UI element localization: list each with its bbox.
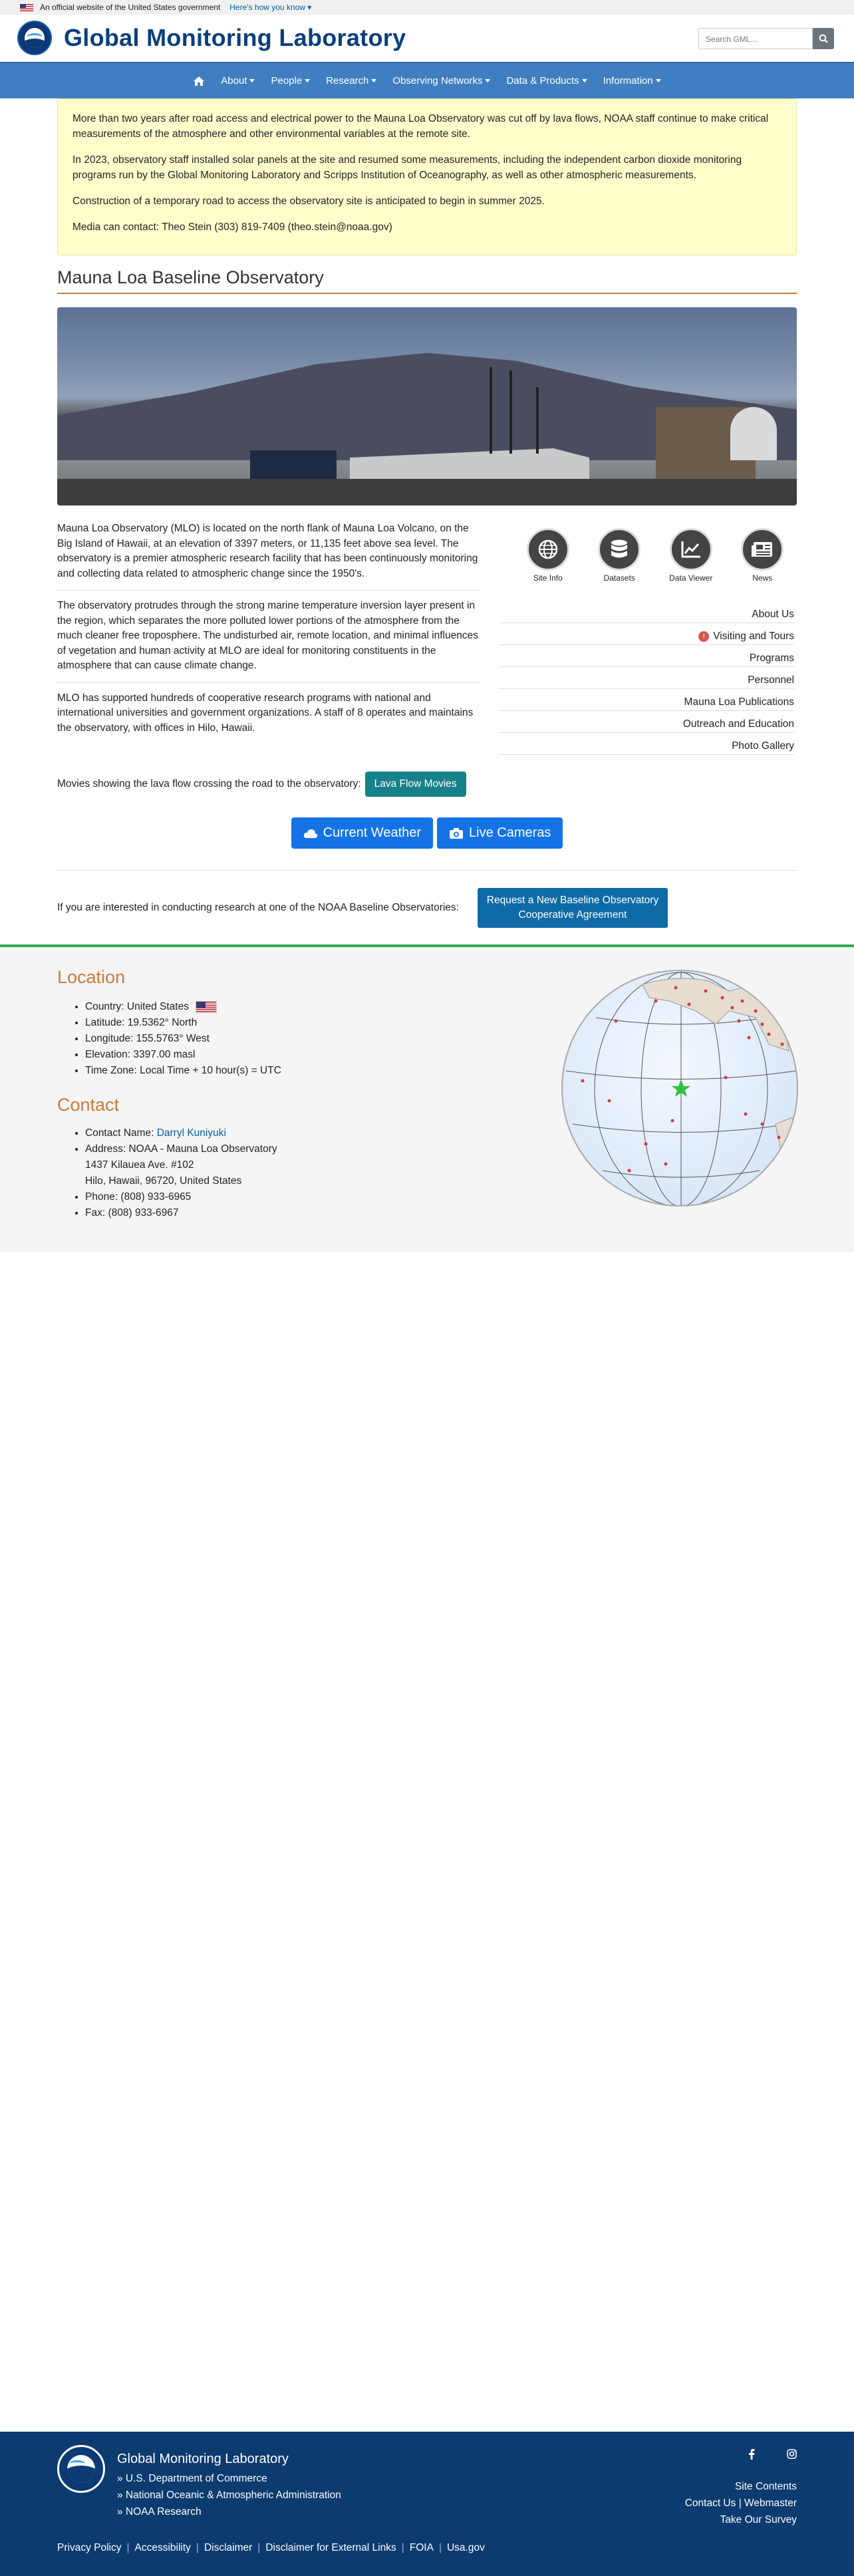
globe-map[interactable] <box>561 970 798 1207</box>
nav-about[interactable]: About <box>221 75 255 86</box>
accessibility-link[interactable]: Accessibility <box>134 2542 191 2553</box>
location-section <box>0 944 854 1252</box>
contact-name-item: • Contact Name: Darryl Kuniyuki <box>85 1125 277 1141</box>
footer-noaa-logo[interactable] <box>57 2445 105 2493</box>
longitude-item: • Longitude: 155.5763° West <box>85 1031 281 1047</box>
footer-bottom-links: Privacy Policy | Accessibility | Disclaimer | Disclaimer for External Links | FOIA | Usa.gov <box>57 2542 485 2553</box>
site-footer <box>0 2432 854 2576</box>
foia-link[interactable]: FOIA <box>409 2542 434 2553</box>
link-about-us[interactable]: About Us <box>499 601 794 623</box>
privacy-link[interactable]: Privacy Policy <box>57 2542 122 2553</box>
footer-title: Global Monitoring Laboratory <box>117 2452 289 2466</box>
divider <box>57 870 797 871</box>
research-row <box>57 888 797 928</box>
quick-icons <box>512 528 798 583</box>
webmaster-link[interactable]: Webmaster <box>744 2498 797 2509</box>
page-title: Mauna Loa Baseline Observatory <box>57 267 324 287</box>
alert-badge: ! <box>698 631 709 642</box>
us-flag-icon <box>196 1001 217 1013</box>
site-title[interactable]: Global Monitoring Laboratory <box>64 24 406 51</box>
disclaimer-link[interactable]: Disclaimer <box>204 2542 253 2553</box>
current-weather-button[interactable]: Current Weather <box>291 817 433 849</box>
side-links <box>499 601 794 755</box>
location-heading: Location <box>57 967 126 987</box>
lava-flow-movies-button[interactable]: Lava Flow Movies <box>365 772 466 797</box>
link-programs[interactable]: Programs <box>499 645 794 667</box>
request-agreement-button[interactable]: Request a New Baseline Observatory Cooperative Agreement <box>478 888 668 928</box>
link-personnel[interactable]: Personnel <box>499 667 794 689</box>
social-links <box>748 2449 797 2462</box>
search-form <box>698 28 834 49</box>
survey-link[interactable]: Take Our Survey <box>720 2514 797 2525</box>
footer-link-commerce[interactable]: » U.S. Department of Commerce <box>117 2473 267 2484</box>
instagram-icon[interactable] <box>787 2449 797 2462</box>
footer-right-links <box>685 2478 797 2528</box>
contact-list <box>85 1125 277 1221</box>
live-cameras-button[interactable]: Live Cameras <box>437 817 563 849</box>
main-nav <box>0 62 854 98</box>
big-buttons <box>0 817 854 849</box>
camera-icon <box>449 827 464 839</box>
gov-banner-text: An official website of the United States government <box>40 3 221 12</box>
search-button[interactable] <box>813 28 834 49</box>
facebook-icon[interactable] <box>748 2449 755 2462</box>
nav-research[interactable]: Research <box>326 75 376 86</box>
alert-media-contact: Media can contact: Theo Stein (303) 819-7409 (theo.stein@noaa.gov) <box>72 221 392 233</box>
movies-row <box>57 772 466 797</box>
timezone-item: • Time Zone: Local Time + 10 hour(s) = UTC <box>85 1063 281 1079</box>
separator: | <box>738 2498 742 2509</box>
intro-paragraph: Mauna Loa Observatory (MLO) is located on the north flank of Mauna Loa Volcano, on the Big Island of Hawaii, at an elevation of 3397 meters, or 11,135 feet above sea level. The observatory is a premier atmospheric research facility that has been continuously monitoring and collecting data related to atmospheric change since the 1950's. <box>57 523 478 579</box>
observatory-photo <box>57 307 797 505</box>
movies-text: Movies showing the lava flow crossing the road to the observatory: <box>57 778 361 789</box>
page-title-bar <box>57 267 797 294</box>
noaa-logo[interactable] <box>17 21 52 55</box>
site-info-button[interactable]: Site Info <box>518 528 578 583</box>
nav-observing-networks[interactable]: Observing Networks <box>392 75 490 86</box>
latitude-item: • Latitude: 19.5362° North <box>85 1015 281 1031</box>
chart-icon <box>680 540 702 559</box>
heres-how-you-know-link[interactable]: Here's how you know ▾ <box>229 3 312 12</box>
search-icon <box>819 34 828 43</box>
database-icon <box>609 539 629 560</box>
address-item: • Address: NOAA - Mauna Loa Observatory 1437 Kilauea Ave. #102 Hilo, Hawaii, 96720, United States <box>85 1141 277 1189</box>
research-text: If you are interested in conducting research at one of the NOAA Baseline Observatories: <box>57 902 459 913</box>
contact-heading: Contact <box>57 1095 120 1115</box>
alert-paragraph: More than two years after road access and electrical power to the Mauna Loa Observatory was cut off by lava flows, NOAA staff continue to make critical measurements of the atmosphere and other environmental variables at the remote site. <box>72 113 769 140</box>
alert-paragraph: Construction of a temporary road to access the observatory site is anticipated to begin in summer 2025. <box>72 196 545 207</box>
cloud-icon <box>303 828 318 839</box>
nav-data-products[interactable]: Data & Products <box>506 75 587 86</box>
nav-information[interactable]: Information <box>603 75 661 86</box>
link-publications[interactable]: Mauna Loa Publications <box>499 689 794 711</box>
contact-name-link[interactable]: Darryl Kuniyuki <box>156 1127 226 1139</box>
usa-gov-link[interactable]: Usa.gov <box>446 2542 485 2553</box>
site-header <box>0 15 854 61</box>
datasets-button[interactable]: Datasets <box>589 528 649 583</box>
gov-banner <box>0 0 854 15</box>
us-flag-icon <box>20 4 33 11</box>
footer-link-research[interactable]: » NOAA Research <box>117 2506 202 2517</box>
phone-item: • Phone: (808) 933-6965 <box>85 1189 277 1205</box>
alert-paragraph: In 2023, observatory staff installed solar panels at the site and resumed some measurements, including the independent carbon dioxide monitoring programs run by the Global Monitoring Laboratory and Scripps Institution of Oceanography, as well as other atmospheric measurements. <box>72 154 742 181</box>
globe-icon <box>537 539 559 560</box>
link-outreach[interactable]: Outreach and Education <box>499 711 794 733</box>
search-input[interactable]: Search GML... <box>698 28 813 49</box>
news-button[interactable]: News <box>732 528 792 583</box>
contact-us-link[interactable]: Contact Us <box>684 2498 736 2509</box>
external-disclaimer-link[interactable]: Disclaimer for External Links <box>265 2542 396 2553</box>
data-viewer-button[interactable]: Data Viewer <box>661 528 721 583</box>
site-contents-link[interactable]: Site Contents <box>734 2481 797 2492</box>
elevation-item: • Elevation: 3397.00 masl <box>85 1047 281 1063</box>
footer-links <box>117 2470 341 2520</box>
footer-link-noaa[interactable]: » National Oceanic & Atmospheric Administration <box>117 2490 341 2501</box>
link-visiting-tours[interactable]: ! Visiting and Tours <box>499 623 794 645</box>
fax-item: • Fax: (808) 933-6967 <box>85 1205 277 1221</box>
intro-text <box>57 521 480 744</box>
home-icon[interactable] <box>193 76 205 86</box>
intro-paragraph: The observatory protrudes through the strong marine temperature inversion layer present in the region, which separates the more polluted lower portions of the atmosphere from the much cleaner free troposphere. The undisturbed air, remote location, and minimal influences of vegetation and human activity at MLO are ideal for monitoring constituents in the atmosphere that can cause climate change. <box>57 600 478 671</box>
link-photo-gallery[interactable]: Photo Gallery <box>499 733 794 755</box>
nav-people[interactable]: People <box>271 75 310 86</box>
intro-paragraph: MLO has supported hundreds of cooperative research programs with national and international universities and government organizations. A staff of 8 operates and maintains the observatory, with offices in Hilo, Hawaii. <box>57 692 474 734</box>
newspaper-icon <box>751 541 774 558</box>
country-item: • Country: United States <box>85 999 281 1015</box>
status-alert <box>57 98 797 255</box>
location-list <box>85 999 281 1079</box>
